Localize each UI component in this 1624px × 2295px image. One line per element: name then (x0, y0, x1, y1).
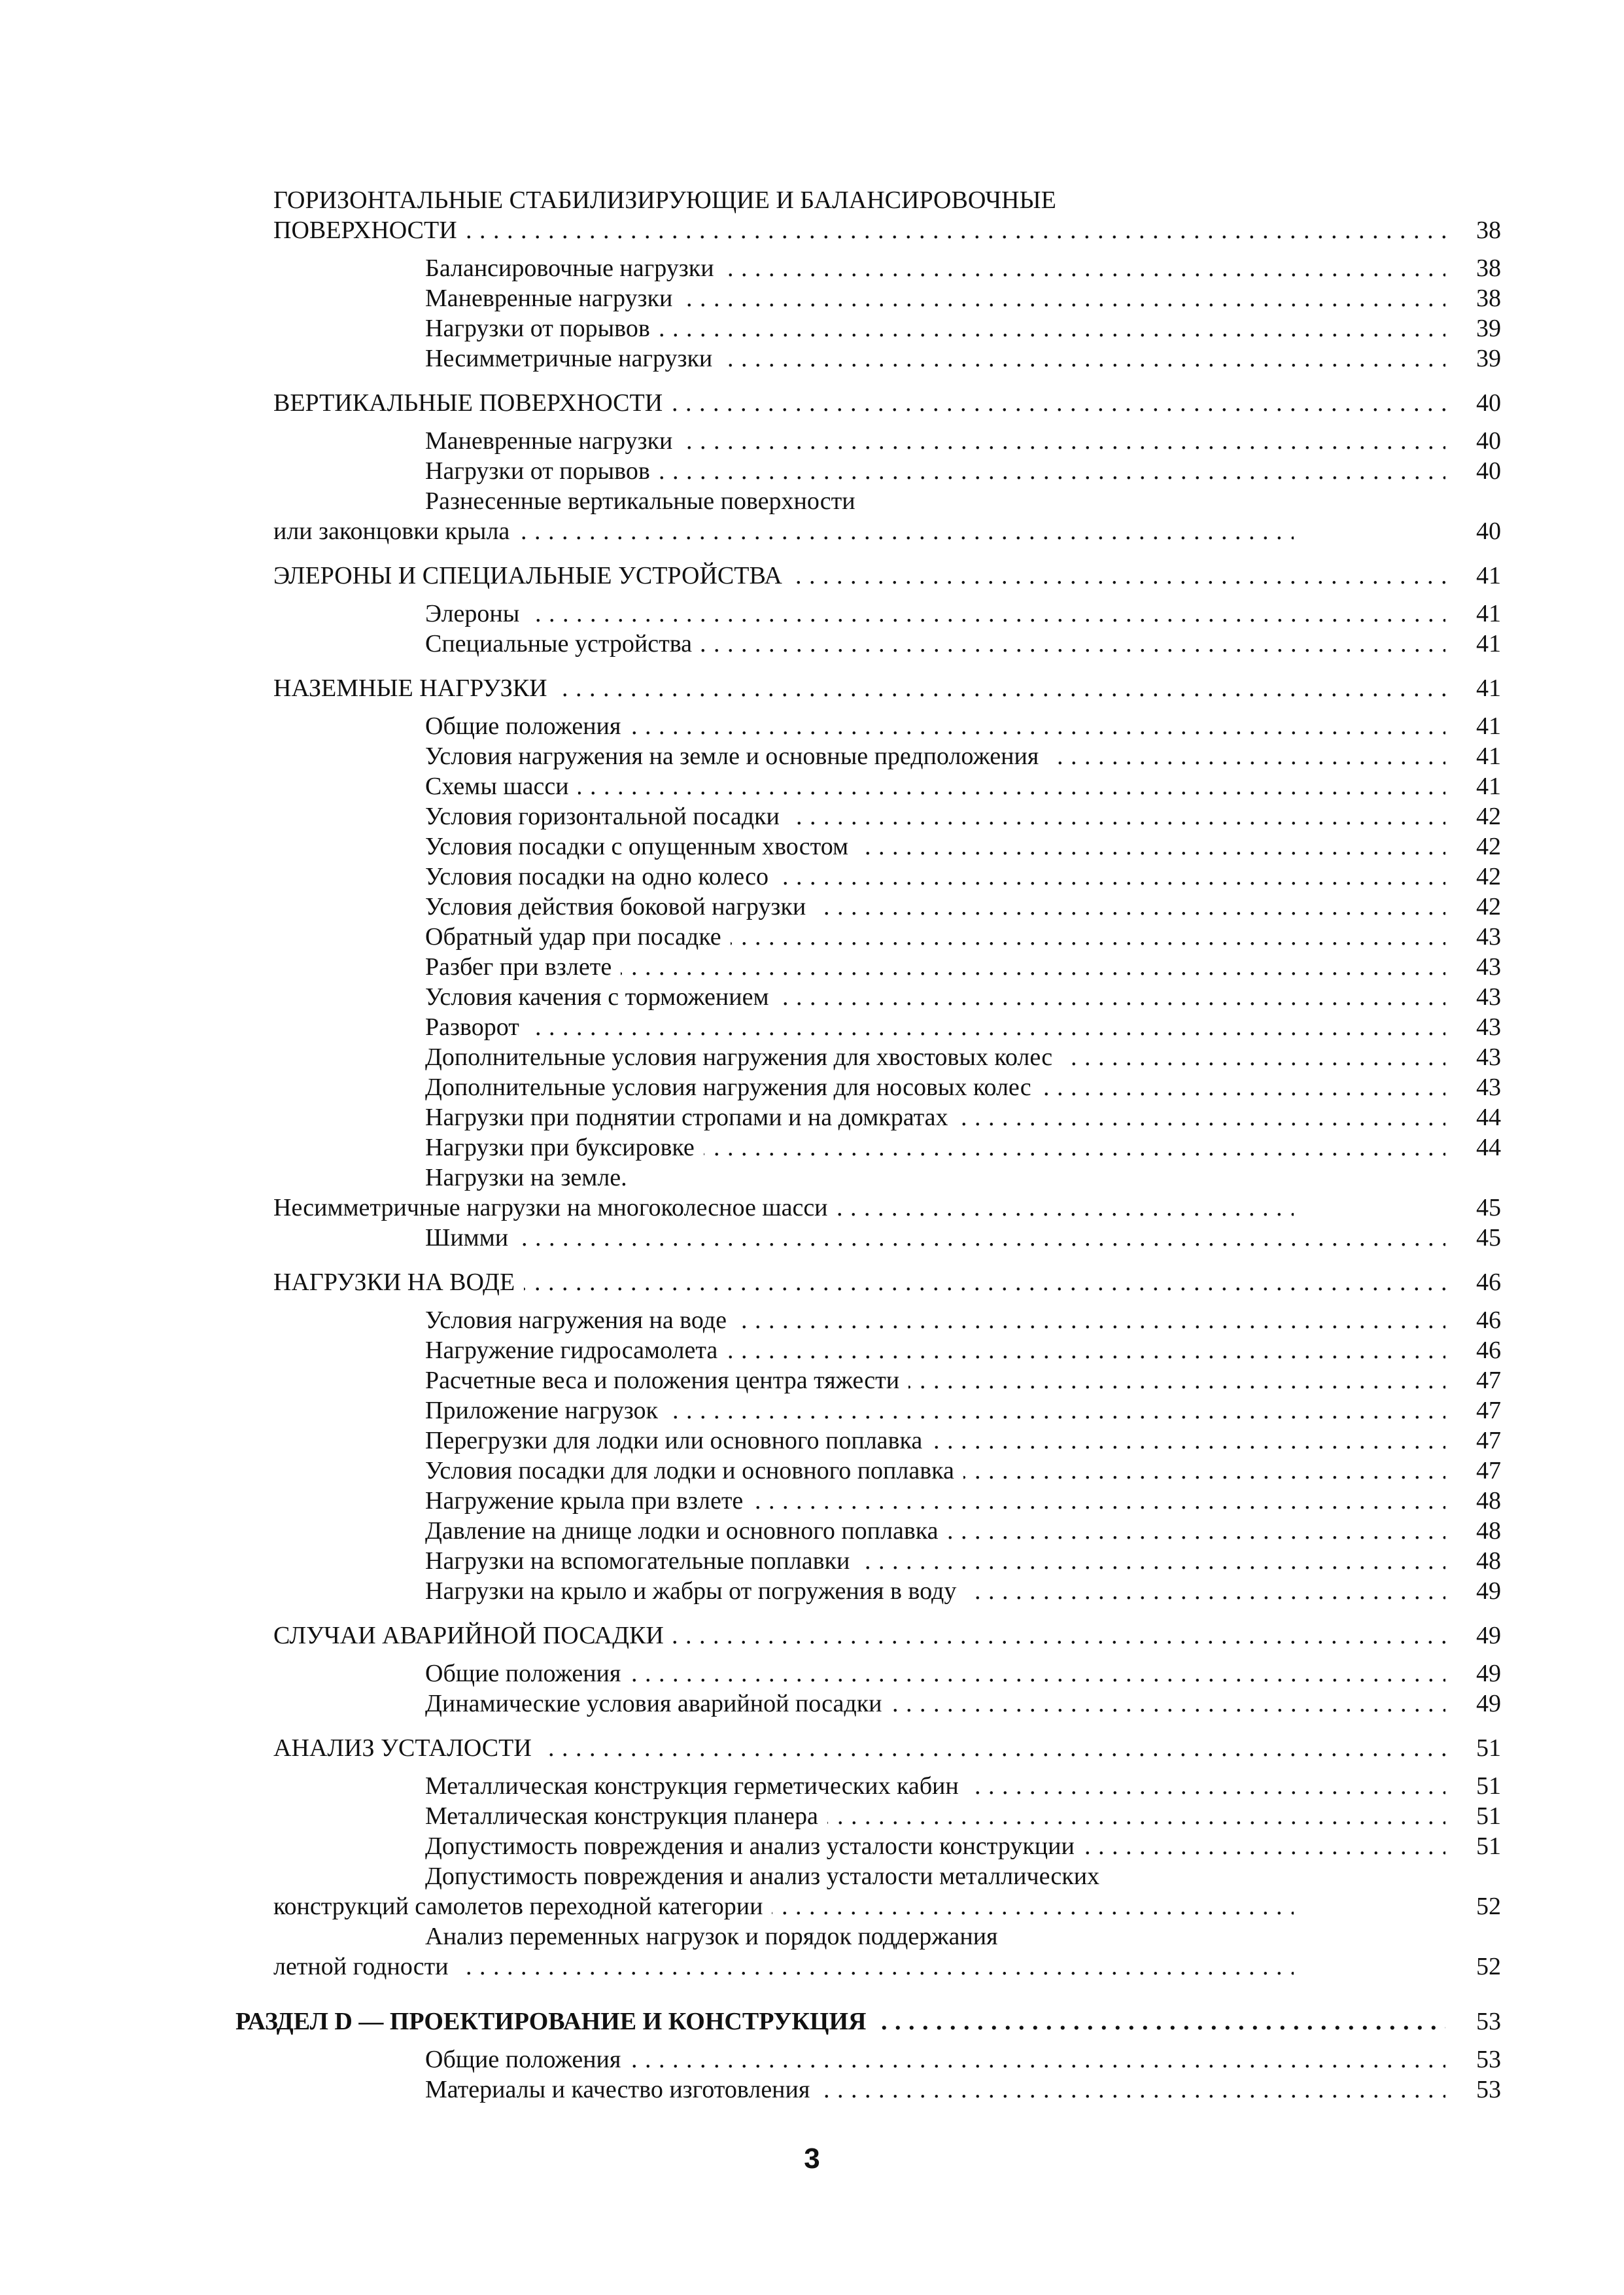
item-title (425, 343, 1445, 374)
item-title (425, 981, 1445, 1013)
item-title-text: Нагрузки на вспомогательные поплавки (425, 1545, 859, 1577)
page-ref: 48 (1476, 1487, 1501, 1515)
page-ref: 49 (1476, 1660, 1501, 1687)
item-title-text: Динамические условия аварийной посадки (425, 1688, 891, 1719)
page-ref: 52 (1476, 1893, 1501, 1920)
item-title-text: Давление на днище лодки и основного поплавка (425, 1515, 948, 1547)
page-ref: 51 (1476, 1734, 1501, 1762)
item-title-text: Общие положения (425, 2044, 630, 2075)
page-ref: 48 (1476, 1547, 1501, 1575)
page-ref: 49 (1476, 1577, 1501, 1605)
item-title-text: Специальные устройства (425, 628, 701, 659)
item-title-text: Несимметричные нагрузки на многоколесное шасси (273, 1192, 837, 1223)
page-ref: 47 (1476, 1427, 1501, 1454)
item-title (273, 215, 1445, 246)
item-title (425, 771, 1445, 802)
page-ref: 40 (1476, 389, 1501, 417)
page-ref: 47 (1476, 1367, 1501, 1394)
item-title (425, 1042, 1445, 1073)
item-title (425, 921, 1445, 953)
item-title (425, 425, 1445, 457)
item-title-text: Приложение нагрузок (425, 1395, 667, 1426)
item-title (425, 2044, 1445, 2075)
item-title-text: Расчетные веса и положения центра тяжести (425, 1365, 908, 1396)
item-title-text: Условия нагружения на воде (425, 1305, 736, 1336)
page-ref: 43 (1476, 953, 1501, 981)
item-title (273, 1891, 1294, 1922)
item-title (425, 1688, 1445, 1719)
item-title (425, 951, 1445, 983)
item-title (425, 861, 1445, 892)
item-title (273, 387, 1445, 419)
item-title (425, 1305, 1445, 1336)
item-title (425, 1011, 1445, 1043)
item-title (425, 741, 1445, 772)
item-title-text: Условия действия боковой нагрузки (425, 891, 815, 922)
item-title (425, 710, 1445, 742)
item-title-text: летной годности (273, 1951, 458, 1982)
page-ref: 46 (1476, 1306, 1501, 1334)
page-ref: 48 (1476, 1517, 1501, 1545)
item-title-text: ЭЛЕРОНЫ И СПЕЦИАЛЬНЫЕ УСТРОЙСТВА (273, 560, 791, 591)
item-title (273, 1951, 1294, 1982)
item-title (425, 1485, 1445, 1516)
item-title-text: Общие положения (425, 710, 630, 742)
item-title-text: Нагрузки при поднятии стропами и на домкратах (425, 1102, 958, 1133)
page-ref: 40 (1476, 517, 1501, 545)
item-title-text: Нагрузки на крыло и жабры от погружения в воду (425, 1575, 965, 1607)
page-ref: 53 (1476, 2046, 1501, 2073)
item-title-text: Допустимость повреждения и анализ усталости металлических (425, 1863, 1109, 1890)
item-title-text: Перегрузки для лодки или основного поплавка (425, 1425, 931, 1456)
item-title-text: РАЗДЕЛ D — ПРОЕКТИРОВАНИЕ И КОНСТРУКЦИЯ (235, 2006, 875, 2037)
item-title-text: Маневренные нагрузки (425, 425, 682, 457)
page-ref: 43 (1476, 1043, 1501, 1071)
page-ref: 41 (1476, 743, 1501, 770)
page-ref: 43 (1476, 1074, 1501, 1101)
page-ref: 39 (1476, 315, 1501, 342)
page-ref: 41 (1476, 600, 1501, 627)
page-ref: 45 (1476, 1224, 1501, 1252)
item-title (425, 1222, 1445, 1253)
page-ref: 51 (1476, 1832, 1501, 1860)
item-title (273, 1732, 1445, 1764)
item-title (425, 1545, 1445, 1577)
item-title-text: Разнесенные вертикальные поверхности (425, 487, 865, 515)
item-title-text: Условия посадки для лодки и основного поплавка (425, 1455, 963, 1486)
item-title-text: Нагрузки от порывов (425, 313, 659, 344)
item-title (425, 1658, 1445, 1689)
item-title (425, 628, 1445, 659)
item-title-text: Разворот (425, 1011, 528, 1043)
page-ref: 41 (1476, 712, 1501, 740)
item-title (425, 891, 1445, 922)
item-title (425, 1575, 1445, 1607)
item-title (425, 598, 1445, 629)
item-title (425, 1132, 1445, 1163)
page-ref: 41 (1476, 674, 1501, 702)
item-title (425, 1102, 1445, 1133)
item-title-text: Дополнительные условия нагружения для хвостовых колес (425, 1042, 1062, 1073)
item-title (425, 1515, 1445, 1547)
item-title (425, 283, 1445, 314)
item-title (425, 1395, 1445, 1426)
item-title-text: АНАЛИЗ УСТАЛОСТИ (273, 1732, 541, 1764)
item-title (425, 1162, 1445, 1193)
page-ref: 39 (1476, 345, 1501, 372)
page-ref: 40 (1476, 427, 1501, 455)
page-ref: 52 (1476, 1953, 1501, 1980)
page-ref: 42 (1476, 803, 1501, 830)
item-title-text: ВЕРТИКАЛЬНЫЕ ПОВЕРХНОСТИ (273, 387, 672, 419)
item-title-text: Нагружение крыла при взлете (425, 1485, 752, 1516)
item-title-text: Несимметричные нагрузки (425, 343, 721, 374)
page-ref: 53 (1476, 2008, 1501, 2035)
item-title-text: СЛУЧАИ АВАРИЙНОЙ ПОСАДКИ (273, 1620, 673, 1651)
item-title (425, 1770, 1445, 1802)
page-ref: 44 (1476, 1104, 1501, 1131)
item-title-text: Металлическая конструкция герметических кабин (425, 1770, 968, 1802)
item-title (425, 831, 1445, 862)
item-title-text: или законцовки крыла (273, 516, 519, 547)
item-title (425, 2074, 1445, 2105)
page-ref: 38 (1476, 217, 1501, 244)
item-title (425, 485, 1445, 517)
item-title (425, 1831, 1445, 1862)
page-ref: 43 (1476, 923, 1501, 951)
page-ref: 49 (1476, 1622, 1501, 1649)
item-title (425, 1455, 1445, 1486)
item-title (425, 801, 1445, 832)
item-title-text: Шимми (425, 1222, 517, 1253)
page-ref: 46 (1476, 1337, 1501, 1364)
item-title-text: Условия посадки с опущенным хвостом (425, 831, 857, 862)
page-ref: 43 (1476, 1013, 1501, 1041)
page-ref: 51 (1476, 1772, 1501, 1800)
item-title (273, 1192, 1294, 1223)
item-title-text: Элероны (425, 598, 528, 629)
item-title (273, 1267, 1445, 1298)
item-title-text: Балансировочные нагрузки (425, 253, 723, 284)
page-ref: 47 (1476, 1397, 1501, 1424)
item-title (273, 184, 1445, 216)
item-title-text: Разбег при взлете (425, 951, 621, 983)
item-title-text: Материалы и качество изготовления (425, 2074, 819, 2105)
item-title-text: Маневренные нагрузки (425, 283, 682, 314)
item-title-text: НАГРУЗКИ НА ВОДЕ (273, 1267, 524, 1298)
item-title (235, 2006, 1445, 2037)
page-ref: 46 (1476, 1269, 1501, 1296)
item-title-text: Обратный удар при посадке (425, 921, 731, 953)
item-title-text: Анализ переменных нагрузок и порядок поддержания (425, 1923, 1007, 1950)
item-title-text: Нагрузки на земле. (425, 1164, 636, 1191)
item-title-text: Схемы шасси (425, 771, 578, 802)
page-ref: 41 (1476, 630, 1501, 657)
page-ref: 49 (1476, 1690, 1501, 1717)
page-ref: 42 (1476, 833, 1501, 860)
item-title-text: Условия горизонтальной посадки (425, 801, 789, 832)
page-ref: 47 (1476, 1457, 1501, 1484)
item-title-text: Металлическая конструкция планера (425, 1800, 827, 1832)
item-title (425, 253, 1445, 284)
page-ref: 38 (1476, 285, 1501, 312)
item-title (425, 1072, 1445, 1103)
item-title (273, 516, 1294, 547)
item-title (273, 1620, 1445, 1651)
item-title-text: ПОВЕРХНОСТИ (273, 215, 466, 246)
item-title (425, 1800, 1445, 1832)
page-ref: 40 (1476, 457, 1501, 485)
page-ref: 41 (1476, 773, 1501, 800)
page-ref: 42 (1476, 893, 1501, 920)
item-title (425, 1365, 1445, 1396)
page-ref: 41 (1476, 562, 1501, 589)
item-title-text: Нагрузки от порывов (425, 455, 659, 487)
item-title-text: НАЗЕМНЫЕ НАГРУЗКИ (273, 673, 557, 704)
page-ref: 51 (1476, 1802, 1501, 1830)
item-title (273, 560, 1445, 591)
page-ref: 43 (1476, 983, 1501, 1011)
page-ref: 42 (1476, 863, 1501, 890)
item-title-text: Нагружение гидросамолета (425, 1335, 727, 1366)
item-title (425, 1861, 1445, 1892)
item-title (425, 313, 1445, 344)
item-title-text: Допустимость повреждения и анализ усталости конструкции (425, 1831, 1084, 1862)
item-title-text: Нагрузки при буксировке (425, 1132, 704, 1163)
item-title (425, 1425, 1445, 1456)
item-title (273, 673, 1445, 704)
item-title-text: Условия нагружения на земле и основные предположения (425, 741, 1048, 772)
item-title-text: Условия качения с торможением (425, 981, 778, 1013)
page-ref: 53 (1476, 2076, 1501, 2103)
page-ref: 38 (1476, 254, 1501, 282)
item-title (425, 455, 1445, 487)
item-title-text: Дополнительные условия нагружения для носовых колес (425, 1072, 1041, 1103)
item-title (425, 1335, 1445, 1366)
page-number: 3 (804, 2143, 820, 2175)
item-title (425, 1921, 1445, 1952)
item-title-text: конструкций самолетов переходной категории (273, 1891, 772, 1922)
item-title-text: ГОРИЗОНТАЛЬНЫЕ СТАБИЛИЗИРУЮЩИЕ И БАЛАНСИРОВОЧНЫЕ (273, 186, 1065, 214)
page-ref: 44 (1476, 1134, 1501, 1161)
page-ref: 45 (1476, 1194, 1501, 1221)
item-title-text: Условия посадки на одно колесо (425, 861, 778, 892)
item-title-text: Общие положения (425, 1658, 630, 1689)
